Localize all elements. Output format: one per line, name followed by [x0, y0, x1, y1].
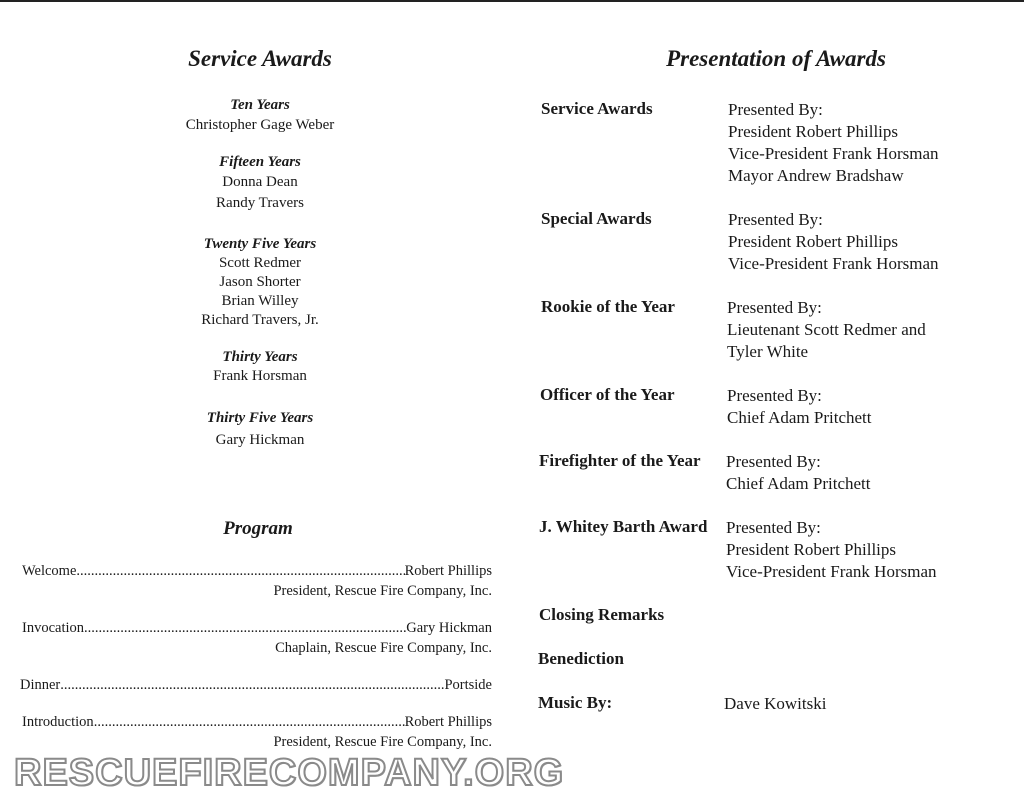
award-category: J. Whitey Barth Award [539, 517, 708, 536]
leader-dots [84, 620, 406, 637]
presenters [726, 451, 870, 495]
presenter-line: President Robert Phillips [728, 232, 898, 251]
presenters [728, 209, 938, 275]
presenter-line: Lieutenant Scott Redmer and [727, 320, 926, 339]
top-border [0, 0, 1024, 2]
music-performer: Dave Kowitski [724, 694, 827, 713]
presenter-line: Presented By: [728, 210, 823, 229]
group-years: Thirty Years [222, 349, 298, 365]
award-name: Christopher Gage Weber [185, 117, 335, 133]
service-awards-title: Service Awards [188, 46, 332, 71]
program-title: Program [223, 518, 293, 539]
presenter-line: Vice-President Frank Horsman [728, 254, 939, 273]
presenters [727, 297, 926, 363]
presenters [726, 517, 936, 583]
presenters [727, 385, 871, 429]
program-person: Robert Phillips [404, 714, 492, 730]
closing-remarks: Closing Remarks [539, 605, 665, 624]
presenters [728, 99, 938, 187]
group-years: Fifteen Years [219, 154, 301, 170]
award-name: Richard Travers, Jr. [201, 312, 319, 328]
presenter-line: Chief Adam Pritchett [727, 408, 872, 427]
program-item [22, 563, 492, 580]
presenter-line: Presented By: [727, 298, 822, 317]
program-person: Robert Phillips [404, 563, 492, 579]
award-category: Service Awards [541, 99, 653, 118]
group-years: Ten Years [230, 97, 290, 113]
award-name: Brian Willey [221, 293, 299, 309]
presenter-line: Chief Adam Pritchett [726, 474, 871, 493]
presenter-line: Mayor Andrew Bradshaw [728, 166, 904, 185]
presenter-line: Tyler White [727, 342, 809, 361]
award-category: Special Awards [541, 209, 652, 228]
site-watermark: RESCUEFIRECOMPANY.ORG [14, 752, 565, 794]
award-name: Gary Hickman [215, 432, 305, 448]
program-role: President, Rescue Fire Company, Inc. [273, 734, 492, 750]
award-name: Jason Shorter [219, 274, 301, 290]
presenter-line: Presented By: [726, 452, 821, 471]
leader-dots [94, 714, 405, 731]
group-years: Thirty Five Years [206, 410, 314, 426]
program-person: Gary Hickman [406, 620, 492, 636]
leader-dots [60, 677, 444, 694]
program-item [20, 677, 492, 694]
benediction: Benediction [538, 649, 624, 668]
program-label: Invocation [22, 620, 85, 636]
award-name: Donna Dean [222, 174, 298, 190]
presentation-title: Presentation of Awards [666, 46, 886, 71]
program-label: Welcome [22, 563, 77, 579]
presenter-line: President Robert Phillips [726, 540, 896, 559]
program-person: Portside [444, 677, 492, 693]
award-name: Randy Travers [216, 195, 304, 211]
program-role: President, Rescue Fire Company, Inc. [273, 583, 492, 599]
award-category: Rookie of the Year [541, 297, 675, 316]
presenter-line: Presented By: [726, 518, 821, 537]
award-name: Scott Redmer [218, 255, 302, 271]
presenter-line: Vice-President Frank Horsman [726, 562, 937, 581]
award-name: Frank Horsman [213, 368, 307, 384]
presenter-line: Presented By: [727, 386, 822, 405]
program-role: Chaplain, Rescue Fire Company, Inc. [275, 640, 492, 656]
group-years: Twenty Five Years [203, 236, 317, 252]
award-category: Firefighter of the Year [539, 451, 701, 470]
program-label: Introduction [22, 714, 94, 730]
award-category: Officer of the Year [540, 385, 675, 404]
program-item [22, 620, 492, 637]
program-label: Dinner [20, 677, 61, 693]
presenter-line: Presented By: [728, 100, 823, 119]
program-item [22, 714, 492, 731]
presenter-line: Vice-President Frank Horsman [728, 144, 939, 163]
music-by-label: Music By: [538, 693, 613, 712]
presenter-line: President Robert Phillips [728, 122, 898, 141]
leader-dots [76, 563, 404, 580]
